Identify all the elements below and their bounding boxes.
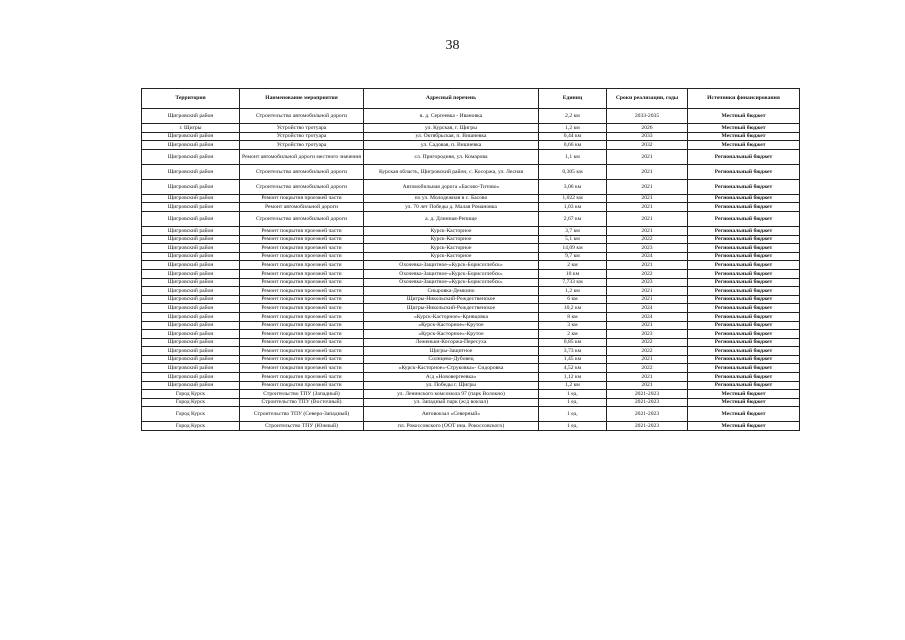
header-row xyxy=(142,89,800,109)
table-row xyxy=(142,149,800,164)
cell-period: 2032 xyxy=(607,141,688,150)
cell-territory: Щигровский район xyxy=(142,235,240,244)
cell-address: Курск-Касторное xyxy=(364,226,539,235)
activities-table xyxy=(141,88,800,431)
cell-activity: Ремонт покрытия проезжей части xyxy=(240,355,364,364)
cell-activity: Ремонт покрытия проезжей части xyxy=(240,261,364,270)
cell-period: 2024 xyxy=(607,252,688,261)
cell-source: Региональный бюджет xyxy=(688,179,800,194)
cell-territory: Щигровский район xyxy=(142,312,240,321)
cell-period: 2021 xyxy=(607,226,688,235)
cell-units: 10 км xyxy=(539,269,607,278)
cell-territory: Щигровский район xyxy=(142,295,240,304)
cell-source: Региональный бюджет xyxy=(688,304,800,313)
cell-activity: Ремонт покрытия проезжей части xyxy=(240,364,364,373)
cell-address: «Курск-Касторное»-Крутое xyxy=(364,330,539,339)
cell-source: Местный бюджет xyxy=(688,422,800,431)
cell-address: ул. Победы г. Щигры xyxy=(364,381,539,390)
table-row xyxy=(142,422,800,431)
table-row xyxy=(142,235,800,244)
cell-address: Щигры-Никольский-Рождественское xyxy=(364,295,539,304)
cell-address: Леженьки-Косоржа-Пересуха xyxy=(364,338,539,347)
cell-address: ул. Западный парк (ж/д вокзал) xyxy=(364,398,539,407)
cell-activity: Ремонт покрытия проезжей части xyxy=(240,244,364,253)
cell-territory: Город Курск xyxy=(142,390,240,399)
cell-period: 2021 xyxy=(607,203,688,212)
cell-period: 2021 xyxy=(607,287,688,296)
cell-activity: Ремонт покрытия проезжей части xyxy=(240,347,364,356)
cell-address: Курск-Касторное xyxy=(364,252,539,261)
cell-units: 14,09 км xyxy=(539,244,607,253)
cell-units: 1,45 км xyxy=(539,355,607,364)
cell-period: 2023 xyxy=(607,330,688,339)
cell-period: 2021-2023 xyxy=(607,398,688,407)
table-row xyxy=(142,390,800,399)
cell-units: 1,2 км xyxy=(539,381,607,390)
cell-address: Охочевка-Защитное-«Курск-Борисоглебск» xyxy=(364,269,539,278)
cell-source: Местный бюджет xyxy=(688,390,800,399)
cell-address: по ул. Молодежная в с. Басово xyxy=(364,194,539,203)
cell-territory: Щигровский район xyxy=(142,149,240,164)
cell-period: 2026 xyxy=(607,124,688,133)
cell-activity: Ремонт покрытия проезжей части xyxy=(240,226,364,235)
cell-activity: Строительство автомобильной дороги xyxy=(240,109,364,124)
cell-territory: Щигровский район xyxy=(142,330,240,339)
cell-source: Региональный бюджет xyxy=(688,312,800,321)
cell-activity: Ремонт покрытия проезжей части xyxy=(240,330,364,339)
cell-source: Региональный бюджет xyxy=(688,373,800,382)
cell-activity: Ремонт покрытия проезжей части xyxy=(240,287,364,296)
table-row xyxy=(142,269,800,278)
cell-territory: Щигровский район xyxy=(142,141,240,150)
cell-source: Региональный бюджет xyxy=(688,287,800,296)
cell-units: 1 ед. xyxy=(539,407,607,422)
cell-period: 2023 xyxy=(607,244,688,253)
cell-territory: Щигровский район xyxy=(142,252,240,261)
cell-territory: Щигровский район xyxy=(142,364,240,373)
cell-units: 3,06 км xyxy=(539,179,607,194)
cell-activity: Ремонт покрытия проезжей части xyxy=(240,373,364,382)
cell-source: Местный бюджет xyxy=(688,124,800,133)
cell-territory: Щигровский район xyxy=(142,278,240,287)
cell-address: Охочевка-Защитное-«Курск-Борисоглебск» xyxy=(364,261,539,270)
cell-period: 2024 xyxy=(607,304,688,313)
cell-address: Щигры-Никольский-Рождественское xyxy=(364,304,539,313)
cell-period: 2021-2023 xyxy=(607,422,688,431)
table-row xyxy=(142,179,800,194)
cell-activity: Ремонт покрытия проезжей части xyxy=(240,252,364,261)
cell-activity: Ремонт автомобильной дороги xyxy=(240,203,364,212)
cell-units: 1,03 км xyxy=(539,203,607,212)
cell-address: а. д. Длинная-Репище xyxy=(364,211,539,226)
cell-activity: Ремонт покрытия проезжей части xyxy=(240,312,364,321)
cell-units: 2 км xyxy=(539,330,607,339)
cell-activity: Строительство ТПУ (Восточный) xyxy=(240,398,364,407)
table-row xyxy=(142,347,800,356)
cell-activity: Строительство автомобильной дороги xyxy=(240,179,364,194)
cell-address: «Курск-Касторное»-Крутое xyxy=(364,321,539,330)
cell-units: 1,1 км xyxy=(539,149,607,164)
table-row xyxy=(142,132,800,141)
cell-units: 1,2 км xyxy=(539,287,607,296)
cell-units: 1,12 км xyxy=(539,373,607,382)
cell-period: 2021 xyxy=(607,321,688,330)
cell-source: Региональный бюджет xyxy=(688,347,800,356)
table-body xyxy=(142,109,800,431)
cell-activity: Ремонт покрытия проезжей части xyxy=(240,304,364,313)
cell-units: 5,1 км xyxy=(539,235,607,244)
cell-units: 1,022 км xyxy=(539,194,607,203)
table-row xyxy=(142,321,800,330)
header-activity: Наименование мероприятия xyxy=(240,89,364,109)
cell-source: Местный бюджет xyxy=(688,407,800,422)
cell-source: Местный бюджет xyxy=(688,141,800,150)
cell-territory: Щигровский район xyxy=(142,269,240,278)
cell-units: 1 ед. xyxy=(539,390,607,399)
cell-source: Местный бюджет xyxy=(688,132,800,141)
cell-territory: Щигровский район xyxy=(142,287,240,296)
cell-territory: Город Курск xyxy=(142,407,240,422)
cell-territory: Щигровский район xyxy=(142,211,240,226)
table-row xyxy=(142,252,800,261)
cell-territory: Город Курск xyxy=(142,422,240,431)
cell-period: 2021 xyxy=(607,261,688,270)
cell-units: 7,733 км xyxy=(539,278,607,287)
cell-source: Региональный бюджет xyxy=(688,164,800,179)
cell-activity: Ремонт покрытия проезжей части xyxy=(240,278,364,287)
cell-activity: Устройство тротуара xyxy=(240,124,364,133)
header-source: Источники финансирования xyxy=(688,89,800,109)
cell-address: «Курск-Касторное»-Кривцовка xyxy=(364,312,539,321)
table-row xyxy=(142,164,800,179)
cell-units: 9,7 км xyxy=(539,252,607,261)
cell-address: Щигры-Защитное xyxy=(364,347,539,356)
cell-source: Региональный бюджет xyxy=(688,330,800,339)
table-row xyxy=(142,226,800,235)
cell-activity: Строительство автомобильной дороги xyxy=(240,211,364,226)
table-row xyxy=(142,287,800,296)
cell-territory: Щигровский район xyxy=(142,164,240,179)
cell-address: Автомобильная дорога «Басово-Титово» xyxy=(364,179,539,194)
cell-address: ул. 70 лет Победы д. Малая Романовка xyxy=(364,203,539,212)
cell-units: 2,67 км xyxy=(539,211,607,226)
cell-activity: Строительство автомобильной дороги xyxy=(240,164,364,179)
table-row xyxy=(142,338,800,347)
table-row xyxy=(142,278,800,287)
cell-source: Региональный бюджет xyxy=(688,252,800,261)
cell-source: Региональный бюджет xyxy=(688,211,800,226)
cell-period: 2024 xyxy=(607,312,688,321)
cell-units: 1 ед. xyxy=(539,398,607,407)
cell-territory: Щигровский район xyxy=(142,226,240,235)
cell-territory: Щигровский район xyxy=(142,194,240,203)
cell-source: Региональный бюджет xyxy=(688,381,800,390)
table-row xyxy=(142,194,800,203)
cell-address: Сныровка-Демкино xyxy=(364,287,539,296)
cell-source: Региональный бюджет xyxy=(688,261,800,270)
cell-units: 3 км xyxy=(539,321,607,330)
table-row xyxy=(142,312,800,321)
table-row xyxy=(142,330,800,339)
cell-territory: Щигровский район xyxy=(142,244,240,253)
cell-address: А/д «Нововергеевка» xyxy=(364,373,539,382)
cell-source: Местный бюджет xyxy=(688,109,800,124)
cell-source: Региональный бюджет xyxy=(688,295,800,304)
cell-address: Курская область, Щигровский район, с. Косоржа, ул. Лесная xyxy=(364,164,539,179)
cell-activity: Ремонт покрытия проезжей части xyxy=(240,381,364,390)
table-row xyxy=(142,244,800,253)
table-row xyxy=(142,141,800,150)
cell-period: 2023 xyxy=(607,278,688,287)
cell-territory: Щигровский район xyxy=(142,347,240,356)
cell-territory: Щигровский район xyxy=(142,321,240,330)
table-row xyxy=(142,355,800,364)
table-row xyxy=(142,364,800,373)
header-period: Сроки реализации, годы xyxy=(607,89,688,109)
cell-territory: Щигровский район xyxy=(142,338,240,347)
cell-activity: Строительство ТПУ (Северо-Западный) xyxy=(240,407,364,422)
cell-territory: Щигровский район xyxy=(142,203,240,212)
cell-address: Автовокзал «Северный» xyxy=(364,407,539,422)
cell-territory: Город Курск xyxy=(142,398,240,407)
table-row xyxy=(142,261,800,270)
cell-units: 2,2 км xyxy=(539,109,607,124)
cell-address: пл. Рокоссовского (ООТ ина. Рокоссовского) xyxy=(364,422,539,431)
header-units: Единиц xyxy=(539,89,607,109)
cell-period: 2021 xyxy=(607,164,688,179)
cell-address: ул. Курская, г. Щигры xyxy=(364,124,539,133)
cell-period: 2022 xyxy=(607,338,688,347)
cell-activity: Ремонт покрытия проезжей части xyxy=(240,321,364,330)
cell-activity: Устройство тротуара xyxy=(240,141,364,150)
cell-units: 3,73 км xyxy=(539,347,607,356)
cell-address: Курск-Касторное xyxy=(364,235,539,244)
cell-address: «Курск-Касторное»-Струковка»- Сидоровка xyxy=(364,364,539,373)
cell-source: Региональный бюджет xyxy=(688,226,800,235)
cell-period: 2033 xyxy=(607,132,688,141)
cell-period: 2021 xyxy=(607,179,688,194)
cell-source: Региональный бюджет xyxy=(688,194,800,203)
cell-territory: Щигровский район xyxy=(142,261,240,270)
cell-period: 2021 xyxy=(607,381,688,390)
cell-units: 10,2 км xyxy=(539,304,607,313)
cell-activity: Ремонт покрытия проезжей части xyxy=(240,295,364,304)
cell-period: 2021 xyxy=(607,355,688,364)
cell-territory: Щигровский район xyxy=(142,373,240,382)
cell-units: 2 км xyxy=(539,261,607,270)
cell-source: Региональный бюджет xyxy=(688,244,800,253)
cell-period: 2021 xyxy=(607,194,688,203)
cell-period: 2021-2023 xyxy=(607,407,688,422)
cell-period: 2021 xyxy=(607,149,688,164)
cell-activity: Ремонт покрытия проезжей части xyxy=(240,269,364,278)
cell-territory: Щигровский район xyxy=(142,355,240,364)
table-row xyxy=(142,407,800,422)
cell-period: 2021 xyxy=(607,373,688,382)
table-row xyxy=(142,109,800,124)
cell-units: 1 ед. xyxy=(539,422,607,431)
cell-territory: Щигровский район xyxy=(142,304,240,313)
table-row xyxy=(142,124,800,133)
cell-activity: Ремонт покрытия проезжей части xyxy=(240,338,364,347)
cell-period: 2021 xyxy=(607,211,688,226)
cell-units: 1,2 км xyxy=(539,124,607,133)
table-row xyxy=(142,373,800,382)
cell-territory: Щигровский район xyxy=(142,109,240,124)
cell-period: 2022 xyxy=(607,235,688,244)
table-row xyxy=(142,295,800,304)
table-row xyxy=(142,381,800,390)
cell-source: Региональный бюджет xyxy=(688,338,800,347)
table-row xyxy=(142,211,800,226)
cell-source: Местный бюджет xyxy=(688,398,800,407)
cell-activity: Устройство тротуара xyxy=(240,132,364,141)
cell-period: 2021 xyxy=(607,295,688,304)
cell-territory: Щигровский район xyxy=(142,381,240,390)
cell-activity: Строительство ТПУ (Южный) xyxy=(240,422,364,431)
cell-units: 0,85 км xyxy=(539,338,607,347)
cell-source: Региональный бюджет xyxy=(688,149,800,164)
cell-units: 4,52 км xyxy=(539,364,607,373)
header-address: Адресный перечень xyxy=(364,89,539,109)
cell-period: 2022 xyxy=(607,347,688,356)
cell-source: Региональный бюджет xyxy=(688,278,800,287)
cell-units: 0,44 км xyxy=(539,132,607,141)
cell-units: 0,66 км xyxy=(539,141,607,150)
cell-units: 6 км xyxy=(539,295,607,304)
cell-address: сл. Пригородняя, ул. Комарова xyxy=(364,149,539,164)
cell-activity: Ремонт покрытия проезжей части xyxy=(240,194,364,203)
cell-source: Региональный бюджет xyxy=(688,321,800,330)
cell-source: Региональный бюджет xyxy=(688,355,800,364)
cell-source: Региональный бюджет xyxy=(688,235,800,244)
cell-units: 0,305 км xyxy=(539,164,607,179)
cell-source: Региональный бюджет xyxy=(688,269,800,278)
cell-address: Охочевка-Защитное-«Курск-Борисоглебск» xyxy=(364,278,539,287)
table-row xyxy=(142,398,800,407)
cell-period: 2022 xyxy=(607,269,688,278)
cell-activity: Ремонт покрытия проезжей части xyxy=(240,235,364,244)
cell-source: Региональный бюджет xyxy=(688,364,800,373)
cell-territory: г. Щигры xyxy=(142,124,240,133)
cell-period: 2022 xyxy=(607,364,688,373)
header-territory: Территория xyxy=(142,89,240,109)
cell-source: Региональный бюджет xyxy=(688,203,800,212)
table-row xyxy=(142,304,800,313)
table-row xyxy=(142,203,800,212)
cell-address: в. д. Сергеевка - Ивановка xyxy=(364,109,539,124)
cell-activity: Строительство ТПУ (Западный) xyxy=(240,390,364,399)
cell-period: 2021-2023 xyxy=(607,390,688,399)
cell-address: ул. Октябрьская, п. Вишневка xyxy=(364,132,539,141)
cell-activity: Ремонт автомобильной дороги местного значения xyxy=(240,149,364,164)
cell-territory: Щигровский район xyxy=(142,132,240,141)
cell-address: Солнцево-Дубовец xyxy=(364,355,539,364)
cell-address: ул. Садовая, п. Вишневка xyxy=(364,141,539,150)
cell-units: 3,7 км xyxy=(539,226,607,235)
cell-period: 2033-2035 xyxy=(607,109,688,124)
cell-units: 8 км xyxy=(539,312,607,321)
page-number: 38 xyxy=(445,38,460,53)
cell-territory: Щигровский район xyxy=(142,179,240,194)
cell-address: ул. Ленинского комсомола 97 (парк Волокно) xyxy=(364,390,539,399)
cell-address: Курск-Касторное xyxy=(364,244,539,253)
